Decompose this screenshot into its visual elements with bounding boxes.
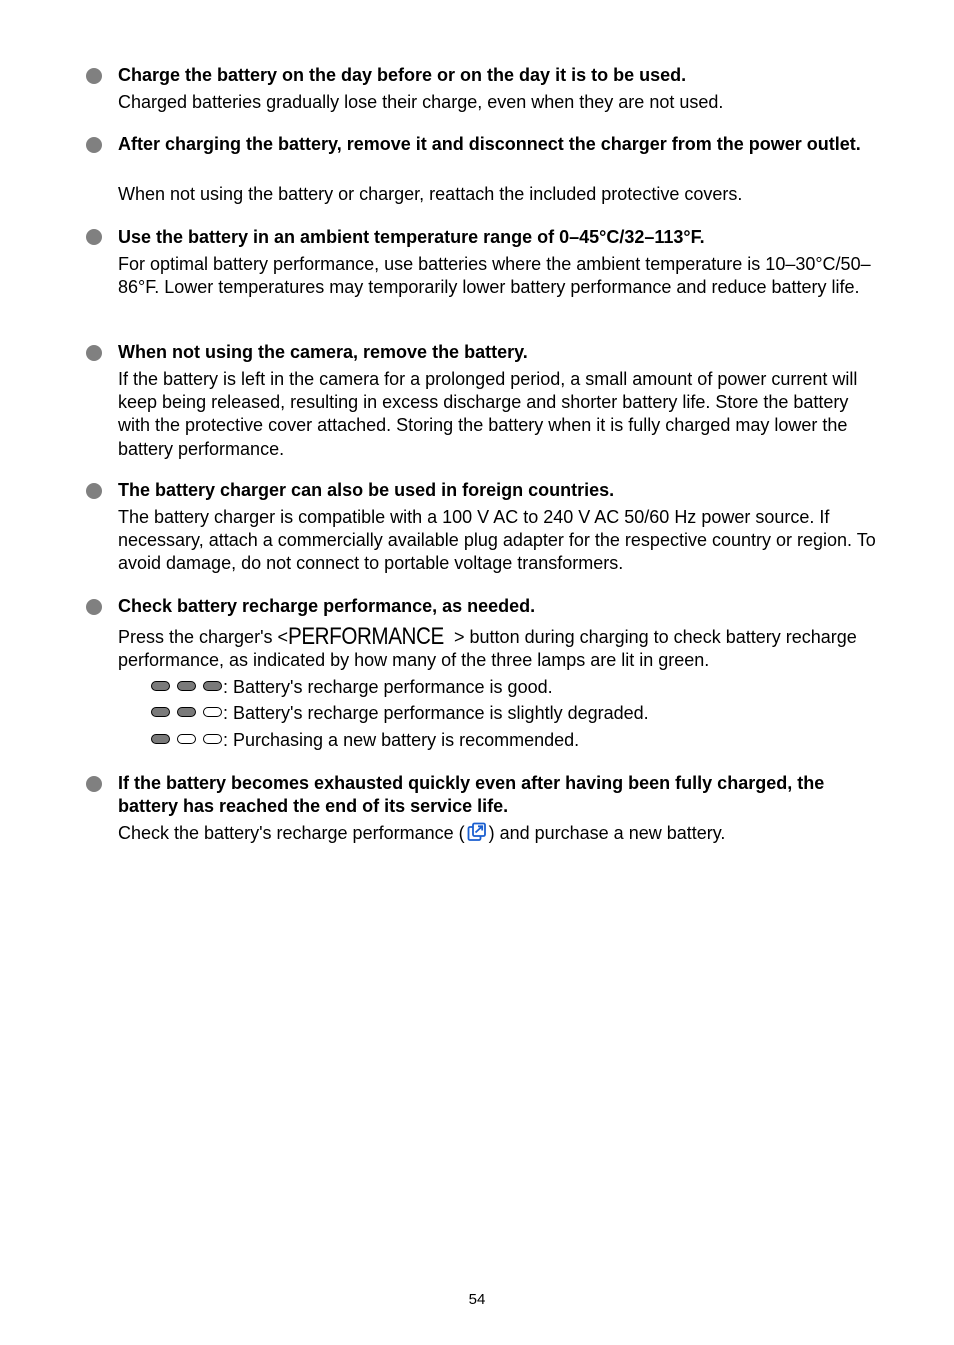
section-heading: The battery charger can also be used in foreign countries. (118, 480, 615, 500)
body-text-pre: Check the battery's recharge performance ( (118, 823, 465, 843)
section-body: When not using the battery or charger, reattach the included protective covers. (118, 184, 743, 204)
body-text-post: ) and purchase a new battery. (488, 823, 726, 843)
performance-button-label: PERFORMANCE (288, 623, 444, 650)
lamp-unlit-icon (203, 734, 222, 744)
lamp-row-good (151, 676, 553, 698)
section-heading: Check battery recharge performance, as needed. (118, 596, 536, 616)
lamp-row-text: : Purchasing a new battery is recommended. (223, 730, 580, 750)
section-heading: Charge the battery on the day before or on the day it is to be used. (118, 65, 687, 85)
section-heading: When not using the camera, remove the battery. (118, 342, 528, 362)
lamp-lit-icon (177, 681, 196, 691)
bullet-icon (86, 345, 102, 361)
section-body: Charged batteries gradually lose their charge, even when they are not used. (118, 92, 724, 112)
bullet-icon (86, 599, 102, 615)
page-number: 54 (468, 1291, 486, 1308)
section-body (118, 822, 878, 845)
bullet-icon (86, 68, 102, 84)
section-heading: After charging the battery, remove it and disconnect the charger from the power outlet. (118, 134, 861, 154)
body-text-post: > button during charging to check battery recharge performance, as indicated by how many of the three lamps are lit in green. (118, 627, 857, 671)
lamp-lit-icon (151, 707, 170, 717)
lamp-row-text: : Battery's recharge performance is good. (223, 677, 553, 697)
bullet-icon (86, 137, 102, 153)
lamp-row-degraded (151, 702, 649, 724)
lamp-row-text: : Battery's recharge performance is slightly degraded. (223, 703, 649, 723)
section-body (118, 623, 878, 672)
body-text-pre: Press the charger's < (118, 627, 289, 647)
lamp-row-replace (151, 729, 579, 751)
section-body: If the battery is left in the camera for a prolonged period, a small amount of power current will keep being released, resulting in excess discharge and shorter battery life. Store the battery with the protective cover attached. Storing the battery when it is fully charged may lower the battery performance. (118, 369, 858, 459)
lamp-lit-icon (151, 734, 170, 744)
lamp-lit-icon (177, 707, 196, 717)
bullet-icon (86, 483, 102, 499)
section-heading: If the battery becomes exhausted quickly even after having been fully charged, the battery has reached the end of its service life. (118, 773, 825, 816)
lamp-unlit-icon (177, 734, 196, 744)
lamp-lit-icon (203, 681, 222, 691)
bullet-icon (86, 229, 102, 245)
section-heading: Use the battery in an ambient temperature range of 0–45°C/32–113°F. (118, 227, 705, 247)
lamp-unlit-icon (203, 707, 222, 717)
section-body: For optimal battery performance, use batteries where the ambient temperature is 10–30°C/50–86°F. Lower temperatures may temporarily lower battery performance and reduce battery life. (118, 254, 871, 298)
bullet-icon (86, 776, 102, 792)
page-reference-icon[interactable] (467, 822, 487, 842)
section-body: The battery charger is compatible with a 100 V AC to 240 V AC 50/60 Hz power source. If necessary, attach a commercially available plug adapter for the respective country or region. To avoid damage, do not connect to portable voltage transformers. (118, 507, 876, 574)
lamp-lit-icon (151, 681, 170, 691)
